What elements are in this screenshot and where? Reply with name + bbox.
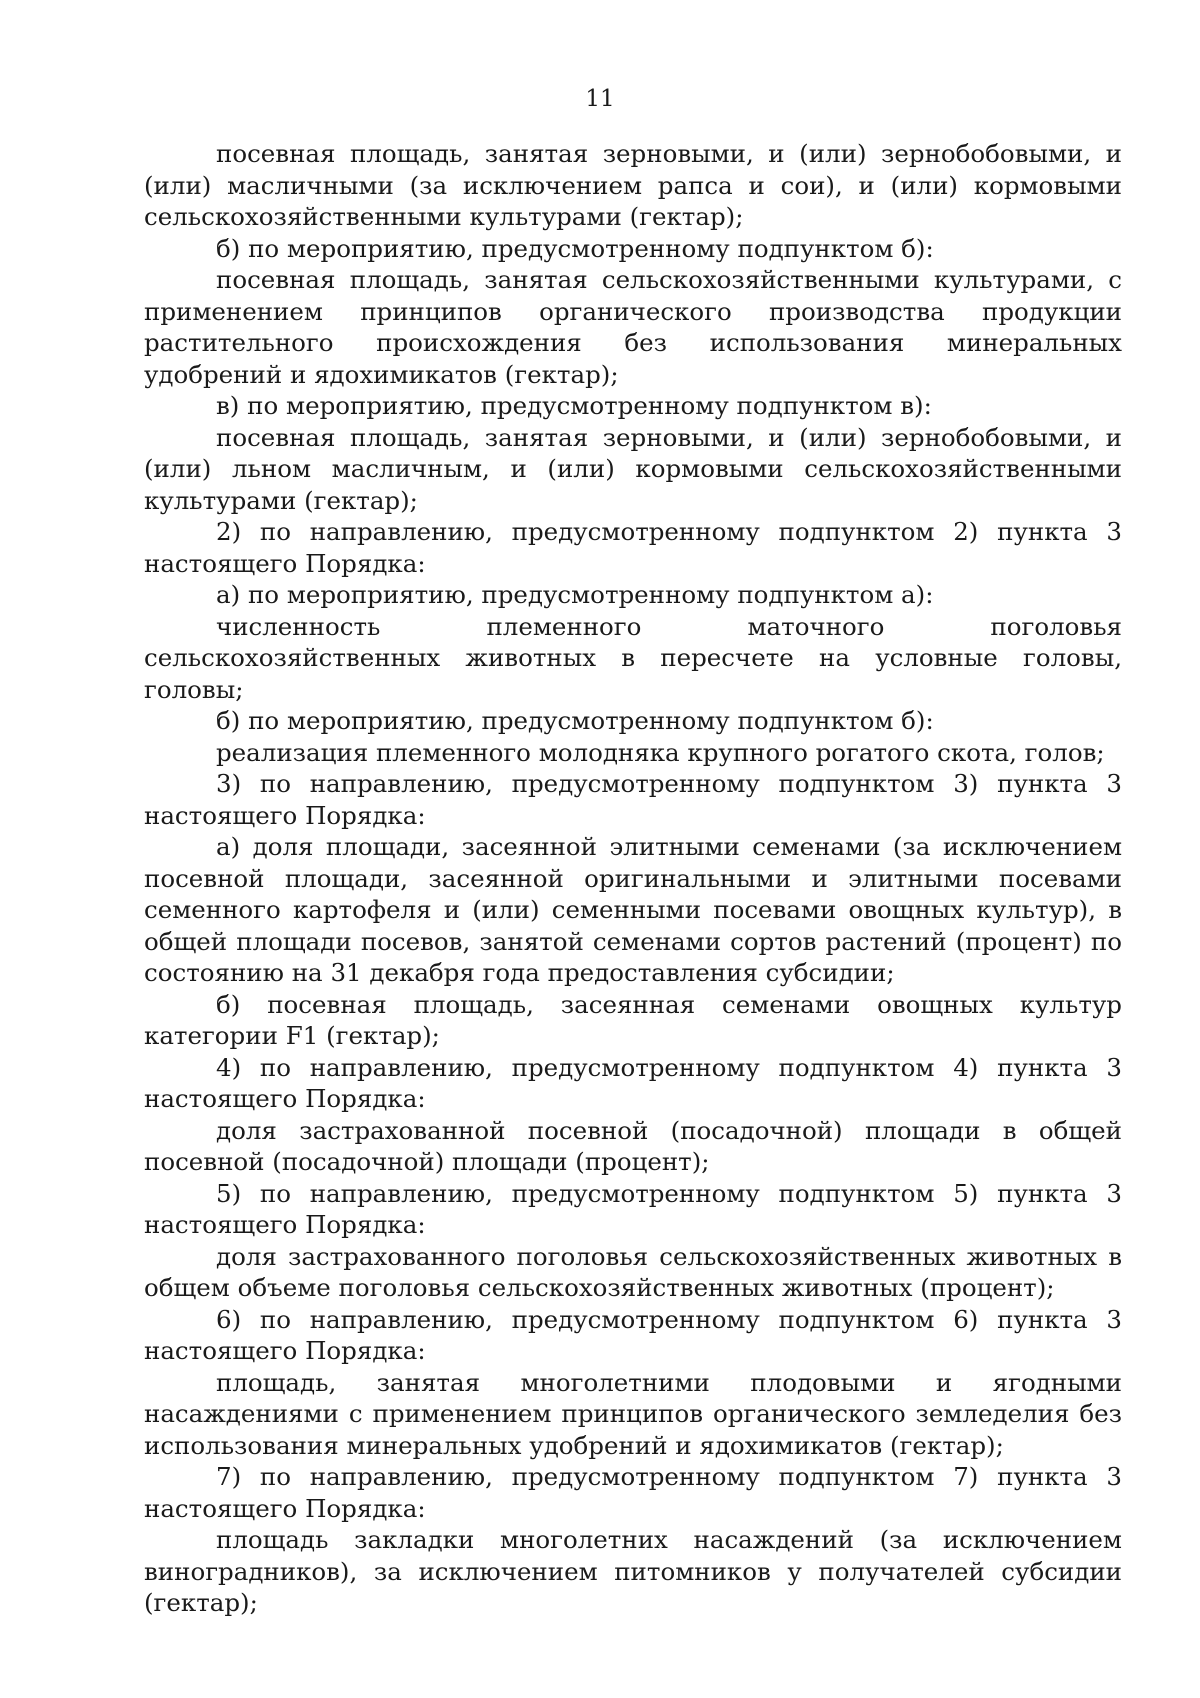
paragraph: посевная площадь, занятая зерновыми, и (или) зернобобовыми, и (или) масличными (за исключением рапса и сои), и (или) кормовыми сельскохозяйственными культурами (гектар);: [144, 139, 1122, 231]
paragraph: б) по мероприятию, предусмотренному подпунктом б):: [216, 706, 934, 735]
paragraph: 4) по направлению, предусмотренному подпунктом 4) пункта 3 настоящего Порядка:: [144, 1052, 1122, 1113]
paragraph: доля застрахованного поголовья сельскохозяйственных животных в общем объеме поголовья сельскохозяйственных животных (процент);: [144, 1241, 1122, 1302]
paragraph: 7) по направлению, предусмотренному подпунктом 7) пункта 3 настоящего Порядка:: [144, 1462, 1122, 1523]
paragraph: 6) по направлению, предусмотренному подпунктом 6) пункта 3 настоящего Порядка:: [144, 1304, 1122, 1365]
paragraph: реализация племенного молодняка крупного рогатого скота, голов;: [216, 737, 1105, 767]
paragraph: площадь закладки многолетних насаждений (за исключением виноградников), за исключением питомников у получателей субсидии (гектар);: [144, 1525, 1122, 1617]
paragraph: площадь, занятая многолетними плодовыми и ягодными насаждениями с применением принципов органического земледелия без использования минеральных удобрений и ядохимикатов (гектар);: [144, 1367, 1122, 1460]
paragraph: посевная площадь, занятая зерновыми, и (или) зернобобовыми, и (или) льном масличным, и (или) кормовыми сельскохозяйственными культурами (гектар);: [144, 422, 1122, 515]
page-number: 11: [585, 86, 615, 112]
paragraph: доля застрахованной посевной (посадочной) площади в общей посевной (посадочной) площади (процент);: [144, 1115, 1122, 1176]
paragraph: 2) по направлению, предусмотренному подпунктом 2) пункта 3 настоящего Порядка:: [144, 517, 1122, 578]
paragraph: б) посевная площадь, засеянная семенами овощных культур категории F1 (гектар);: [144, 989, 1122, 1050]
paragraph: численность племенного маточного поголовья сельскохозяйственных животных в пересчете на условные головы, головы;: [144, 611, 1122, 704]
paragraph: а) по мероприятию, предусмотренному подпунктом а):: [216, 580, 934, 609]
paragraph: б) по мероприятию, предусмотренному подпунктом б):: [216, 233, 934, 263]
paragraph: а) доля площади, засеянной элитными семенами (за исключением посевной площади, засеянной оригинальными и элитными посевами семенного картофеля и (или) семенными посевами овощных культур), в общей площади посевов, занятой семенами сортов растений (процент) по состоянию на 31 декабря года предоставления субсидии;: [144, 832, 1122, 987]
paragraph: посевная площадь, занятая сельскохозяйственными культурами, с применением принципов органического производства продукции растительного происхождения без использования минеральных удобрений и ядохимикатов (гектар);: [144, 265, 1122, 389]
paragraph: 5) по направлению, предусмотренному подпунктом 5) пункта 3 настоящего Порядка:: [144, 1178, 1122, 1239]
document-body: [144, 138, 1122, 1619]
paragraph: в) по мероприятию, предусмотренному подпунктом в):: [216, 391, 932, 420]
paragraph: 3) по направлению, предусмотренному подпунктом 3) пункта 3 настоящего Порядка:: [144, 769, 1122, 830]
